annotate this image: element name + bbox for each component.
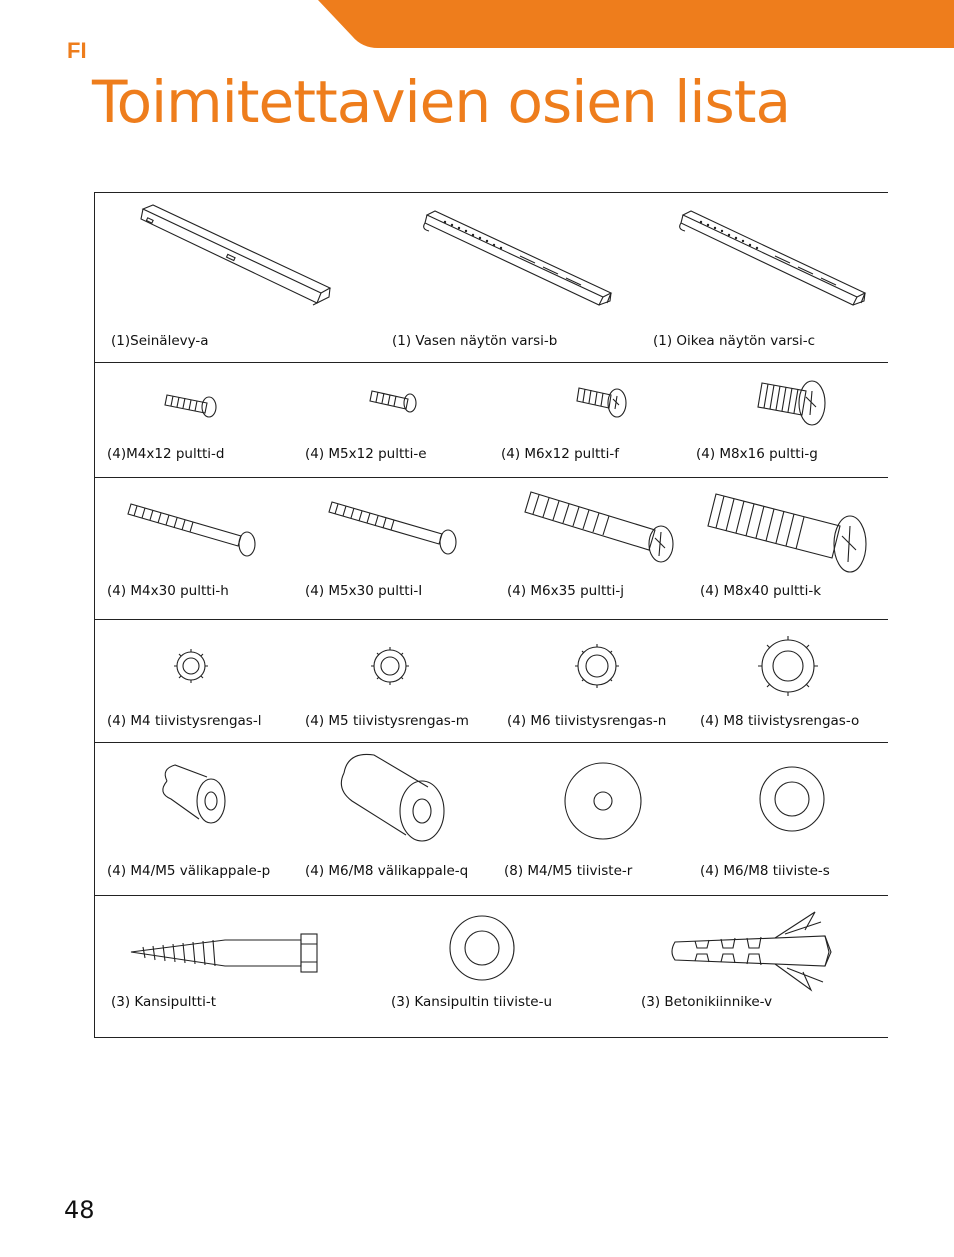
- header-accent-band: [0, 0, 954, 50]
- part-label: (4) M4x30 pultti-h: [107, 583, 229, 599]
- part-cell-bolt-k: [686, 478, 888, 619]
- part-label: (4) M6x35 pultti-j: [507, 583, 624, 599]
- part-cell-lockwasher-m: [292, 620, 489, 742]
- part-label: (3) Kansipultti-t: [111, 994, 217, 1010]
- part-cell-lockwasher-o: [686, 620, 888, 742]
- part-label: (3) Betonikiinnike-v: [641, 994, 773, 1010]
- part-cell-wall-plate: [95, 193, 385, 362]
- part-label: (4) M6 tiivistysrengas-n: [507, 713, 667, 729]
- part-label: (4) M5 tiivistysrengas-m: [305, 713, 469, 729]
- part-label: (3) Kansipultin tiiviste-u: [391, 994, 553, 1010]
- part-cell-bolt-washer: [385, 896, 635, 1039]
- part-label: (1) Oikea näytön varsi-c: [653, 333, 816, 349]
- part-label: (4) M6/M8 välikappale-q: [305, 863, 469, 879]
- parts-row-4: [95, 620, 888, 743]
- parts-table: [94, 192, 888, 1038]
- part-cell-washer-s: [686, 743, 888, 895]
- part-label: (4) M8x16 pultti-g: [696, 446, 818, 462]
- part-cell-bolt-j: [489, 478, 686, 619]
- part-label: (8) M4/M5 tiiviste-r: [504, 863, 633, 879]
- part-label: (4) M8 tiivistysrengas-o: [700, 713, 860, 729]
- part-label: (4) M8x40 pultti-k: [700, 583, 822, 599]
- part-cell-spacer-q: [292, 743, 489, 895]
- part-label: (4) M4 tiivistysrengas-l: [107, 713, 262, 729]
- part-cell-lockwasher-n: [489, 620, 686, 742]
- part-label: (1)Seinälevy-a: [111, 333, 209, 349]
- parts-row-1: [95, 193, 888, 363]
- part-cell-anchor: [635, 896, 888, 1039]
- part-cell-bolt-e: [292, 363, 489, 477]
- part-label: (4) M6x12 pultti-f: [501, 446, 619, 462]
- page-number: 48: [64, 1196, 95, 1224]
- part-label: (4)M4x12 pultti-d: [107, 446, 225, 462]
- parts-row-5: [95, 743, 888, 896]
- parts-row-2: [95, 363, 888, 478]
- part-cell-washer-r: [489, 743, 686, 895]
- parts-row-3: [95, 478, 888, 620]
- part-label: (1) Vasen näytön varsi-b: [392, 333, 558, 349]
- part-cell-bolt-d: [95, 363, 292, 477]
- part-cell-left-arm: [385, 193, 645, 362]
- part-cell-right-arm: [645, 193, 888, 362]
- part-label: (4) M4/M5 välikappale-p: [107, 863, 271, 879]
- part-cell-bolt-f: [489, 363, 686, 477]
- part-cell-lag-bolt: [95, 896, 385, 1039]
- part-cell-bolt-g: [686, 363, 888, 477]
- part-cell-bolt-h: [95, 478, 292, 619]
- part-label: (4) M5x12 pultti-e: [305, 446, 427, 462]
- part-cell-lockwasher-l: [95, 620, 292, 742]
- lag-bolt-icon: [95, 896, 385, 1039]
- part-label: (4) M6/M8 tiiviste-s: [700, 863, 830, 879]
- wall-anchor-icon: [635, 896, 888, 1039]
- page-title: Toimitettavien osien lista: [92, 68, 790, 136]
- part-cell-spacer-p: [95, 743, 292, 895]
- part-cell-bolt-i: [292, 478, 489, 619]
- parts-row-6: [95, 896, 888, 1039]
- flat-washer-icon: [385, 896, 635, 1039]
- part-label: (4) M5x30 pultti-I: [305, 583, 423, 599]
- language-code: FI: [67, 38, 87, 63]
